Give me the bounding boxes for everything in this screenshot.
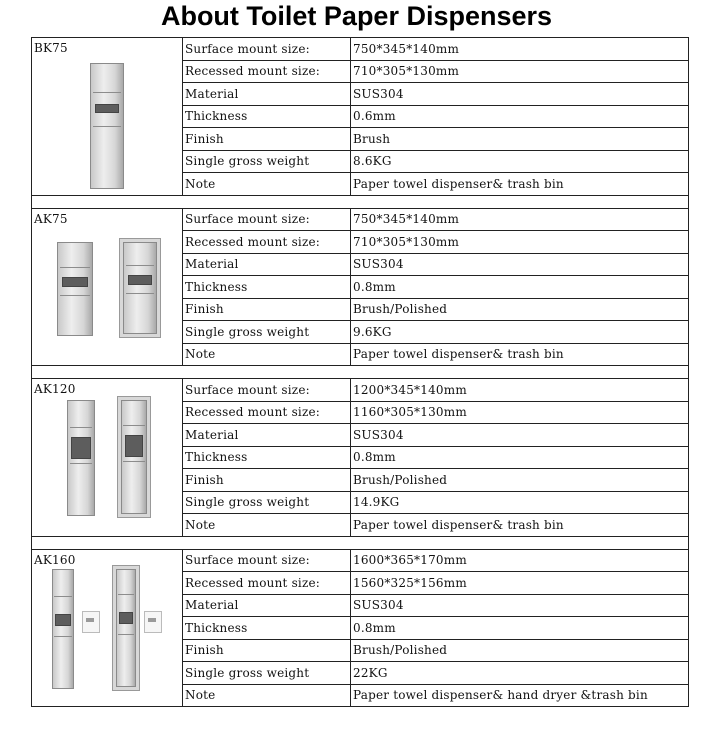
product-images [34, 61, 180, 189]
model-name: BK75 [34, 41, 68, 55]
spec-label: Single gross weight [183, 321, 351, 344]
product-images [34, 569, 180, 689]
product-image [116, 569, 136, 687]
hand-dryer-image [82, 611, 100, 633]
spec-label: Recessed mount size: [183, 401, 351, 424]
spec-value: 710*305*130mm [351, 231, 689, 254]
product-image [57, 242, 93, 336]
spec-label: Note [183, 684, 351, 707]
spec-label: Material [183, 253, 351, 276]
spec-value: 1160*305*130mm [351, 401, 689, 424]
product-images [34, 242, 180, 336]
spec-value: Brush [351, 128, 689, 151]
spec-label: Surface mount size: [183, 208, 351, 231]
spec-value: 14.9KG [351, 491, 689, 514]
spec-value: SUS304 [351, 424, 689, 447]
spec-value: 750*345*140mm [351, 38, 689, 61]
spec-value: Brush/Polished [351, 469, 689, 492]
spec-sheet [31, 37, 688, 707]
spec-value: 0.8mm [351, 617, 689, 640]
spec-label: Recessed mount size: [183, 60, 351, 83]
spec-label: Surface mount size: [183, 549, 351, 572]
table-row [32, 549, 689, 572]
spec-value: 1560*325*156mm [351, 572, 689, 595]
spec-label: Single gross weight [183, 150, 351, 173]
model-name: AK120 [34, 382, 76, 396]
product-image [52, 569, 74, 689]
model-name: AK75 [34, 211, 68, 226]
model-cell [32, 549, 183, 707]
spec-label: Note [183, 173, 351, 196]
spec-label: Material [183, 594, 351, 617]
table-row [32, 38, 689, 61]
spec-value: SUS304 [351, 253, 689, 276]
hand-dryer-image [144, 611, 162, 633]
product-image [121, 400, 147, 514]
product-images [34, 400, 180, 516]
spec-value: 0.8mm [351, 446, 689, 469]
model-cell [32, 379, 183, 537]
spec-label: Thickness [183, 276, 351, 299]
spec-label: Finish [183, 639, 351, 662]
spec-value: 1200*345*140mm [351, 379, 689, 402]
table-row [32, 208, 689, 231]
spec-value: Brush/Polished [351, 298, 689, 321]
spec-label: Material [183, 424, 351, 447]
spec-label: Note [183, 514, 351, 537]
spec-label: Single gross weight [183, 491, 351, 514]
spec-label: Recessed mount size: [183, 572, 351, 595]
spacer-row [32, 536, 689, 549]
spec-value: 0.6mm [351, 105, 689, 128]
spec-label: Material [183, 83, 351, 106]
spec-value: 9.6KG [351, 321, 689, 344]
spec-table [31, 37, 689, 707]
spec-label: Finish [183, 298, 351, 321]
page-title: About Toilet Paper Dispensers [160, 1, 553, 31]
spec-value: Brush/Polished [351, 639, 689, 662]
spec-value: Paper towel dispenser& trash bin [351, 173, 689, 196]
model-cell [32, 38, 183, 196]
spec-value: SUS304 [351, 83, 689, 106]
spec-label: Finish [183, 128, 351, 151]
spec-value: 750*345*140mm [351, 208, 689, 231]
spec-label: Surface mount size: [183, 38, 351, 61]
spec-value: SUS304 [351, 594, 689, 617]
spacer-row [32, 195, 689, 208]
table-row [32, 379, 689, 402]
spec-value: 8.6KG [351, 150, 689, 173]
spec-value: 0.8mm [351, 276, 689, 299]
spec-value: Paper towel dispenser& trash bin [351, 514, 689, 537]
spec-value: 1600*365*170mm [351, 549, 689, 572]
spec-value: 22KG [351, 662, 689, 685]
product-image [67, 400, 95, 516]
spec-label: Thickness [183, 105, 351, 128]
spacer-row [32, 366, 689, 379]
spec-label: Single gross weight [183, 662, 351, 685]
spec-label: Finish [183, 469, 351, 492]
model-cell [32, 208, 183, 366]
spec-value: Paper towel dispenser& hand dryer &trash bin [351, 684, 689, 707]
spec-label: Note [183, 343, 351, 366]
spec-value: 710*305*130mm [351, 60, 689, 83]
model-name: AK160 [34, 552, 76, 567]
spec-label: Thickness [183, 617, 351, 640]
spec-label: Recessed mount size: [183, 231, 351, 254]
spec-value: Paper towel dispenser& trash bin [351, 343, 689, 366]
product-image [123, 242, 157, 334]
spec-label: Thickness [183, 446, 351, 469]
spec-label: Surface mount size: [183, 379, 351, 402]
product-image [90, 63, 124, 189]
